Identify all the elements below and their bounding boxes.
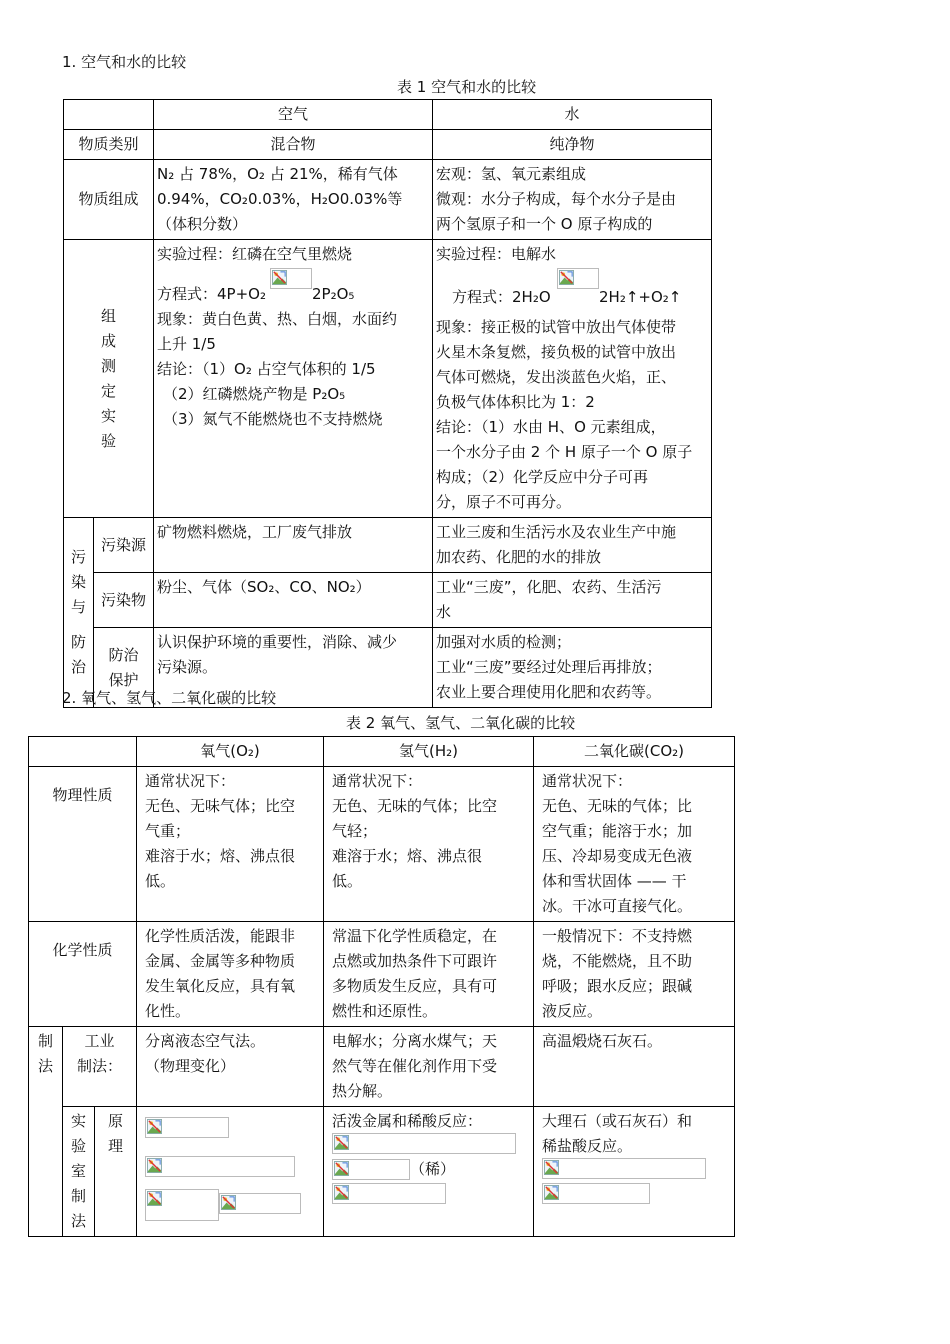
pollution-label — [64, 518, 94, 708]
text-char: 制 — [71, 1187, 87, 1205]
text-char: 实 — [101, 406, 117, 425]
text-line: 呼吸；跟水反应；跟碱 — [542, 977, 693, 995]
o2-industrial — [137, 1027, 324, 1107]
equation-left: 方程式：4P+O₂ — [157, 285, 266, 303]
air-composition — [154, 160, 433, 240]
text-line: 难溶于水；熔、沸点很 — [332, 847, 483, 865]
col-water-header: 水 — [433, 100, 712, 130]
table2-caption: 表 2 氧气、氢气、二氧化碳的比较 — [346, 714, 576, 732]
text-char: 制 — [38, 1032, 54, 1050]
equation-right: 2H₂↑+O₂↑ — [599, 288, 682, 306]
air-equation — [157, 267, 429, 307]
text-char: 理 — [108, 1137, 124, 1155]
text-line: 宏观：氢、氧元素组成 — [436, 165, 587, 183]
text-char: 验 — [71, 1137, 87, 1155]
text-line: 低。 — [332, 872, 363, 890]
co2-physical — [534, 767, 735, 922]
text-line: 现象：黄白色黄、热、白烟，水面约 — [157, 310, 398, 328]
text-char: 防 — [71, 633, 87, 651]
water-pollutant — [433, 573, 712, 628]
text-line: 保护 — [108, 670, 139, 689]
o2-lab — [137, 1107, 324, 1237]
text-line: 热分解。 — [332, 1082, 393, 1100]
water-composition — [433, 160, 712, 240]
text-line: 制法： — [77, 1057, 123, 1075]
h2-chemical — [324, 922, 534, 1027]
text-char: 成 — [101, 331, 117, 350]
text-char: 测 — [101, 356, 117, 375]
text-line: 工业“三废”要经过处理后再排放； — [436, 658, 662, 676]
equation-right: 2P₂O₅ — [312, 285, 355, 303]
text-line: 气重； — [145, 822, 191, 840]
text-char: 法 — [71, 1212, 87, 1230]
text-char: 染 — [71, 573, 87, 591]
text-line: 上升 1/5 — [157, 335, 216, 353]
air-pollutant: 粉尘、气体（SO₂、CO、NO₂） — [154, 573, 433, 628]
text-line: 无色、无味的气体；比 — [542, 797, 693, 815]
text-line: 加农药、化肥的水的排放 — [436, 548, 602, 566]
prep-label — [29, 1027, 63, 1237]
text-line: 空气重；能溶于水；加 — [542, 822, 693, 840]
equation-left: 方程式：2H₂O — [452, 288, 551, 306]
co2-lab — [534, 1107, 735, 1237]
text-line: 燃性和还原性。 — [332, 1002, 438, 1020]
text-line: 稀盐酸反应。 — [542, 1137, 633, 1155]
water-equation — [436, 267, 708, 315]
text-line: 一个水分子由 2 个 H 原子一个 O 原子 — [436, 443, 693, 461]
text-line: 难溶于水；熔、沸点很 — [145, 847, 296, 865]
text-line: 化学性质活泼，能跟非 — [145, 927, 296, 945]
broken-image-icon — [332, 1183, 446, 1204]
table1 — [63, 99, 712, 708]
air-category: 混合物 — [154, 130, 433, 160]
text-line: 一般情况下：不支持燃 — [542, 927, 693, 945]
text-line: 分离液态空气法。 — [145, 1032, 266, 1050]
text-line: 污染源。 — [157, 658, 218, 676]
text-line: 加强对水质的检测； — [436, 633, 572, 651]
text-char: 室 — [71, 1162, 87, 1180]
text-line: 点燃或加热条件下可跟许 — [332, 952, 498, 970]
air-experiment — [154, 240, 433, 518]
air-source: 矿物燃料燃烧，工厂废气排放 — [154, 518, 433, 573]
text-line: 火星木条复燃，接负极的试管中放出 — [436, 343, 677, 361]
water-protect — [433, 628, 712, 708]
text-line: 活泼金属和稀酸反应： — [332, 1112, 483, 1130]
text-line: 冰。干冰可直接气化。 — [542, 897, 693, 915]
broken-image-icon — [145, 1189, 219, 1221]
table2-corner — [29, 737, 137, 767]
row-physical-label: 物理性质 — [29, 767, 137, 922]
o2-physical — [137, 767, 324, 922]
text-char: 实 — [71, 1112, 87, 1130]
text-line: 大理石（或石灰石）和 — [542, 1112, 693, 1130]
text-line: 分，原子不可再分。 — [436, 493, 572, 511]
broken-image-icon — [332, 1133, 516, 1154]
text-line: 然气等在催化剂作用下受 — [332, 1057, 498, 1075]
co2-industrial — [534, 1027, 735, 1107]
text-line: 0.94%，CO₂0.03%，H₂O0.03%等 — [157, 190, 403, 208]
co2-chemical — [534, 922, 735, 1027]
section2-heading: 2. 氧气、氢气、二氧化碳的比较 — [62, 689, 277, 707]
water-category: 纯净物 — [433, 130, 712, 160]
row-composition-label: 物质组成 — [64, 160, 154, 240]
water-source — [433, 518, 712, 573]
text-char: 法 — [38, 1057, 54, 1075]
broken-image-icon — [270, 268, 312, 289]
text-line: 实验过程：电解水 — [436, 245, 557, 263]
section1-heading: 1. 空气和水的比较 — [62, 53, 187, 71]
broken-image-icon — [219, 1193, 301, 1214]
broken-image-icon — [542, 1158, 706, 1179]
text-line: 工业 — [84, 1032, 115, 1050]
text-char: 定 — [101, 381, 117, 400]
text-line: 通常状况下： — [332, 772, 423, 790]
text-line: 防治 — [108, 645, 139, 664]
row-experiment-label — [64, 240, 154, 518]
dilute-label: （稀） — [410, 1160, 456, 1178]
text-line: 认识保护环境的重要性，消除、减少 — [157, 633, 398, 651]
col-co2-header: 二氧化碳(CO₂) — [534, 737, 735, 767]
text-line: 多物质发生反应，具有可 — [332, 977, 498, 995]
row-category-label: 物质类别 — [64, 130, 154, 160]
text-line: 工业“三废”，化肥、农药、生活污 — [436, 578, 662, 596]
row-pollutant-label: 污染物 — [94, 573, 154, 628]
text-line: （2）红磷燃烧产物是 P₂O₅ — [163, 385, 346, 403]
text-char: 组 — [101, 306, 117, 325]
table1-caption: 表 1 空气和水的比较 — [397, 78, 537, 96]
text-line: 现象：接正极的试管中放出气体使带 — [436, 318, 677, 336]
text-line: 构成；（2）化学反应中分子可再 — [436, 468, 649, 486]
h2-industrial — [324, 1027, 534, 1107]
text-line: 结论：（1）水由 H、O 元素组成， — [436, 418, 666, 436]
text-char: 与 — [71, 598, 87, 616]
text-line: 金属、金属等多种物质 — [145, 952, 296, 970]
broken-image-icon — [542, 1183, 650, 1204]
text-line: 水 — [436, 603, 452, 621]
text-line: 通常状况下： — [145, 772, 236, 790]
col-h2-header: 氢气(H₂) — [324, 737, 534, 767]
row-lab-sublabel — [95, 1107, 137, 1237]
broken-image-icon — [557, 268, 599, 289]
text-line: （物理变化） — [145, 1057, 236, 1075]
text-line: 烧，不能燃烧，且不助 — [542, 952, 693, 970]
text-line: 无色、无味的气体；比空 — [332, 797, 498, 815]
text-line: 工业三废和生活污水及农业生产中施 — [436, 523, 677, 541]
broken-image-icon — [332, 1159, 410, 1180]
o2-chemical — [137, 922, 324, 1027]
text-line: 发生氧化反应，具有氧 — [145, 977, 296, 995]
text-line: 常温下化学性质稳定，在 — [332, 927, 498, 945]
text-line: 实验过程：红磷在空气里燃烧 — [157, 245, 353, 263]
text-line: 通常状况下： — [542, 772, 633, 790]
h2-physical — [324, 767, 534, 922]
row-chemical-label: 化学性质 — [29, 922, 137, 1027]
col-air-header: 空气 — [154, 100, 433, 130]
text-line: 气轻； — [332, 822, 378, 840]
text-line: 无色、无味气体；比空 — [145, 797, 296, 815]
table2 — [28, 736, 735, 1237]
text-line: N₂ 占 78%，O₂ 占 21%，稀有气体 — [157, 165, 398, 183]
broken-image-icon — [145, 1117, 229, 1138]
row-lab-label — [63, 1107, 95, 1237]
h2-lab — [324, 1107, 534, 1237]
text-line: 高温煅烧石灰石。 — [542, 1032, 663, 1050]
text-char: 验 — [101, 431, 117, 450]
text-line: 微观：水分子构成，每个水分子是由 — [436, 190, 677, 208]
text-line: 气体可燃烧，发出淡蓝色火焰，正、 — [436, 368, 677, 386]
water-experiment — [433, 240, 712, 518]
col-o2-header: 氧气(O₂) — [137, 737, 324, 767]
text-line: 结论：（1）O₂ 占空气体积的 1/5 — [157, 360, 376, 378]
spacer — [71, 620, 86, 630]
broken-image-icon — [145, 1156, 295, 1177]
text-line: 负极气体体积比为 1：2 — [436, 393, 595, 411]
text-line: 体和雪状固体 —— 干 — [542, 872, 687, 890]
text-line: 两个氢原子和一个 O 原子构成的 — [436, 215, 653, 233]
row-industrial-label — [63, 1027, 137, 1107]
text-line: 电解水；分离水煤气；天 — [332, 1032, 498, 1050]
text-line: 化性。 — [145, 1002, 191, 1020]
text-line: 压、冷却易变成无色液 — [542, 847, 693, 865]
table1-corner — [64, 100, 154, 130]
text-line: 低。 — [145, 872, 176, 890]
row-source-label: 污染源 — [94, 518, 154, 573]
text-line: 农业上要合理使用化肥和农药等。 — [436, 683, 662, 701]
text-line: 液反应。 — [542, 1002, 603, 1020]
text-char: 污 — [71, 548, 87, 566]
text-line: （3）氮气不能燃烧也不支持燃烧 — [163, 410, 383, 428]
text-char: 原 — [108, 1112, 124, 1130]
text-char: 治 — [71, 658, 87, 676]
text-line: （体积分数） — [157, 215, 248, 233]
